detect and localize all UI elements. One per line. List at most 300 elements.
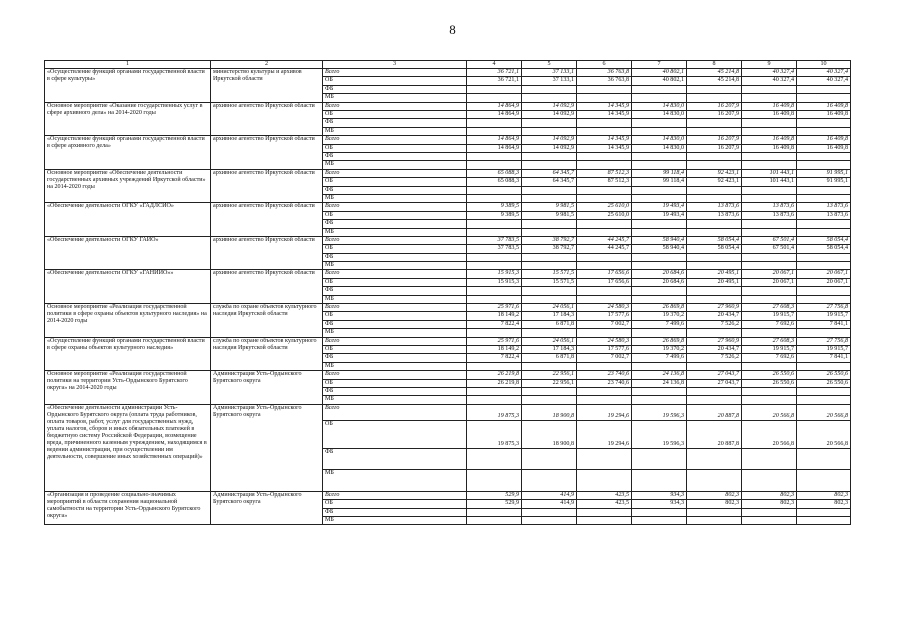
amount-cell: 13 873,6	[687, 203, 742, 211]
amount-cell: 67 501,4	[742, 236, 797, 244]
amount-cell	[687, 161, 742, 169]
amount-cell: 16 409,8	[797, 144, 851, 152]
funding-source: МБ	[323, 228, 467, 236]
amount-cell	[577, 186, 632, 194]
amount-cell: 16 207,9	[687, 111, 742, 119]
amount-cell: 17 184,3	[522, 345, 577, 353]
amount-cell	[577, 228, 632, 236]
amount-cell: 16 207,9	[687, 136, 742, 144]
funding-source: Всего	[323, 102, 467, 110]
amount-cell: 24 580,3	[577, 304, 632, 312]
amount-cell: 87 512,3	[577, 169, 632, 177]
amount-cell	[687, 387, 742, 395]
amount-cell: 802,3	[797, 500, 851, 508]
amount-cell: 7 822,4	[467, 354, 522, 362]
funding-source: МБ	[323, 329, 467, 337]
amount-cell: 14 830,0	[632, 144, 687, 152]
amount-cell: 27 756,8	[797, 337, 851, 345]
amount-cell: 14 345,9	[577, 136, 632, 144]
amount-cell	[797, 396, 851, 404]
amount-cell	[632, 387, 687, 395]
table-row	[45, 69, 851, 77]
amount-cell	[742, 161, 797, 169]
responsible-executor: Администрация Усть-Ордынского Бурятского округа	[211, 491, 323, 525]
funding-source: ФБ	[323, 153, 467, 161]
amount-cell: 27 756,8	[797, 304, 851, 312]
amount-cell	[577, 85, 632, 93]
amount-cell	[687, 186, 742, 194]
amount-cell: 40 327,4	[742, 77, 797, 85]
amount-cell	[467, 85, 522, 93]
event-description: «Осуществление функций органами государственной власти в сфере архивного дела»	[45, 136, 211, 170]
amount-cell	[577, 287, 632, 295]
amount-cell: 20 684,6	[632, 278, 687, 286]
amount-cell	[797, 262, 851, 270]
funding-source: Всего	[323, 270, 467, 278]
event-description: «Осуществление функций органами государственной власти в сфере охраны объектов культурного наследия»	[45, 337, 211, 371]
amount-cell	[522, 262, 577, 270]
responsible-executor: архивное агентство Иркутской области	[211, 236, 323, 270]
column-header: 1	[45, 61, 211, 69]
amount-cell: 26 550,6	[797, 371, 851, 379]
amount-cell	[687, 153, 742, 161]
amount-cell	[467, 228, 522, 236]
amount-cell: 13 873,6	[797, 211, 851, 219]
amount-cell	[467, 161, 522, 169]
amount-cell: 27 960,9	[687, 337, 742, 345]
amount-cell	[467, 220, 522, 228]
amount-cell	[577, 329, 632, 337]
amount-cell: 13 873,6	[797, 203, 851, 211]
amount-cell: 19 596,3	[632, 420, 687, 448]
amount-cell	[632, 253, 687, 261]
amount-cell: 19 370,2	[632, 312, 687, 320]
funding-source: МБ	[323, 262, 467, 270]
amount-cell: 13 873,6	[687, 211, 742, 219]
funding-source: Всего	[323, 491, 467, 499]
amount-cell	[467, 329, 522, 337]
amount-cell: 19 370,2	[632, 345, 687, 353]
amount-cell: 92 423,1	[687, 169, 742, 177]
amount-cell: 65 088,3	[467, 169, 522, 177]
table-row	[45, 491, 851, 499]
funding-source: МБ	[323, 362, 467, 370]
funding-source: Всего	[323, 371, 467, 379]
amount-cell	[742, 508, 797, 516]
amount-cell: 18 900,8	[522, 420, 577, 448]
amount-cell: 19 875,3	[467, 420, 522, 448]
amount-cell	[742, 329, 797, 337]
amount-cell: 27 608,3	[742, 337, 797, 345]
table-row	[45, 270, 851, 278]
amount-cell: 17 577,6	[577, 345, 632, 353]
amount-cell	[577, 469, 632, 491]
amount-cell	[797, 94, 851, 102]
amount-cell: 7 002,7	[577, 320, 632, 328]
amount-cell: 16 409,8	[742, 144, 797, 152]
table-row	[45, 404, 851, 420]
amount-cell: 23 740,6	[577, 379, 632, 387]
amount-cell: 25 610,0	[577, 203, 632, 211]
amount-cell	[742, 220, 797, 228]
amount-cell	[687, 448, 742, 469]
amount-cell: 101 443,1	[742, 169, 797, 177]
amount-cell: 18 149,2	[467, 345, 522, 353]
funding-source: Всего	[323, 304, 467, 312]
funding-source: МБ	[323, 127, 467, 135]
amount-cell: 18 149,2	[467, 312, 522, 320]
amount-cell	[687, 262, 742, 270]
amount-cell	[797, 228, 851, 236]
amount-cell: 13 873,6	[742, 203, 797, 211]
amount-cell	[742, 287, 797, 295]
column-header: 3	[323, 61, 467, 69]
funding-source: ФБ	[323, 448, 467, 469]
amount-cell	[687, 362, 742, 370]
amount-cell	[797, 516, 851, 524]
amount-cell: 15 571,5	[522, 270, 577, 278]
amount-cell	[687, 94, 742, 102]
funding-source: Всего	[323, 169, 467, 177]
amount-cell: 65 088,3	[467, 178, 522, 186]
amount-cell: 16 207,9	[687, 144, 742, 152]
amount-cell: 802,3	[687, 491, 742, 499]
amount-cell: 26 869,8	[632, 337, 687, 345]
amount-cell: 14 830,0	[632, 136, 687, 144]
event-description: «Обеспечение деятельности ОГКУ «ГАНИИО»»	[45, 270, 211, 304]
amount-cell	[577, 396, 632, 404]
amount-cell: 17 577,6	[577, 312, 632, 320]
amount-cell	[522, 85, 577, 93]
amount-cell: 19 915,7	[797, 345, 851, 353]
amount-cell: 16 409,8	[742, 111, 797, 119]
amount-cell	[577, 295, 632, 303]
column-header: 6	[577, 61, 632, 69]
amount-cell	[687, 253, 742, 261]
amount-cell: 17 656,6	[577, 278, 632, 286]
amount-cell	[632, 362, 687, 370]
amount-cell	[467, 127, 522, 135]
amount-cell	[742, 228, 797, 236]
amount-cell	[742, 469, 797, 491]
amount-cell	[632, 194, 687, 202]
amount-cell: 14 092,9	[522, 144, 577, 152]
column-header: 2	[211, 61, 323, 69]
amount-cell: 20 684,6	[632, 270, 687, 278]
amount-cell: 40 802,1	[632, 77, 687, 85]
amount-cell: 26 550,6	[797, 379, 851, 387]
event-description: Основное мероприятие «Обеспечение деятельности государственных архивных учреждений Иркутской области» на 2014-2020 годы	[45, 169, 211, 203]
amount-cell: 24 056,1	[522, 337, 577, 345]
amount-cell	[467, 295, 522, 303]
amount-cell: 20 566,8	[797, 420, 851, 448]
amount-cell	[797, 253, 851, 261]
amount-cell: 40 327,4	[797, 77, 851, 85]
event-description: Основное мероприятие «Реализация государственной политики в сфере охраны объектов культурного наследия» на 2014-2020 годы	[45, 304, 211, 338]
amount-cell: 16 409,8	[742, 136, 797, 144]
amount-cell	[467, 94, 522, 102]
amount-cell: 802,3	[687, 500, 742, 508]
budget-table	[44, 60, 851, 525]
table-row	[45, 102, 851, 110]
table-row	[45, 136, 851, 144]
amount-cell: 20 566,8	[742, 420, 797, 448]
amount-cell	[742, 253, 797, 261]
amount-cell	[467, 153, 522, 161]
amount-cell: 26 550,6	[742, 379, 797, 387]
amount-cell: 414,9	[522, 500, 577, 508]
amount-cell	[632, 127, 687, 135]
amount-cell	[797, 220, 851, 228]
amount-cell	[687, 508, 742, 516]
amount-cell: 7 822,4	[467, 320, 522, 328]
amount-cell	[797, 194, 851, 202]
table-row	[45, 169, 851, 177]
amount-cell	[522, 161, 577, 169]
amount-cell	[577, 94, 632, 102]
amount-cell: 7 526,2	[687, 320, 742, 328]
funding-source: Всего	[323, 203, 467, 211]
amount-cell	[522, 194, 577, 202]
amount-cell	[522, 94, 577, 102]
amount-cell: 18 900,8	[522, 404, 577, 420]
amount-cell	[577, 119, 632, 127]
amount-cell: 529,9	[467, 500, 522, 508]
amount-cell: 37 133,1	[522, 77, 577, 85]
funding-source: ФБ	[323, 220, 467, 228]
amount-cell	[632, 85, 687, 93]
amount-cell: 15 915,3	[467, 270, 522, 278]
funding-source: ФБ	[323, 287, 467, 295]
amount-cell	[632, 153, 687, 161]
amount-cell	[687, 127, 742, 135]
amount-cell	[632, 329, 687, 337]
amount-cell: 19 294,6	[577, 404, 632, 420]
amount-cell: 38 792,7	[522, 236, 577, 244]
amount-cell: 19 915,7	[742, 345, 797, 353]
amount-cell	[467, 253, 522, 261]
amount-cell	[742, 396, 797, 404]
column-header: 5	[522, 61, 577, 69]
event-description: «Обеспечение деятельности администрации Усть-Ордынского Бурятского округа (оплата труда работников, оплата товаров, работ, услуг для государственных нужд, уплата налогов, сборов и иных обязательных платежей в бюджетную систему Российской Федерации, возмещение вреда, причиненного казенным учреждением, находящимся в ведении администрации, при осуществлении им деятельности, совершение иных хозяйственных операций)»	[45, 404, 211, 491]
amount-cell: 9 981,5	[522, 203, 577, 211]
funding-source: ОБ	[323, 312, 467, 320]
amount-cell: 19 875,3	[467, 404, 522, 420]
funding-source: ФБ	[323, 119, 467, 127]
funding-source: МБ	[323, 396, 467, 404]
amount-cell	[797, 127, 851, 135]
amount-cell: 25 971,6	[467, 337, 522, 345]
funding-source: ФБ	[323, 253, 467, 261]
column-header: 8	[687, 61, 742, 69]
amount-cell	[577, 387, 632, 395]
amount-cell	[797, 387, 851, 395]
amount-cell	[467, 186, 522, 194]
amount-cell: 36 763,8	[577, 77, 632, 85]
amount-cell: 19 294,6	[577, 420, 632, 448]
funding-source: Всего	[323, 136, 467, 144]
amount-cell: 27 043,7	[687, 379, 742, 387]
amount-cell: 40 327,4	[742, 69, 797, 77]
funding-source: ОБ	[323, 144, 467, 152]
funding-source: ОБ	[323, 77, 467, 85]
amount-cell	[467, 262, 522, 270]
amount-cell: 423,5	[577, 491, 632, 499]
amount-cell: 22 956,1	[522, 371, 577, 379]
amount-cell: 529,9	[467, 491, 522, 499]
amount-cell	[577, 127, 632, 135]
responsible-executor: архивное агентство Иркутской области	[211, 102, 323, 136]
amount-cell	[742, 387, 797, 395]
amount-cell	[577, 253, 632, 261]
amount-cell	[687, 287, 742, 295]
column-header: 4	[467, 61, 522, 69]
amount-cell: 802,3	[742, 500, 797, 508]
amount-cell: 36 721,1	[467, 77, 522, 85]
amount-cell: 7 692,6	[742, 354, 797, 362]
amount-cell: 6 871,8	[522, 354, 577, 362]
amount-cell	[522, 220, 577, 228]
responsible-executor: архивное агентство Иркутской области	[211, 203, 323, 237]
amount-cell: 58 940,4	[632, 236, 687, 244]
amount-cell: 92 423,1	[687, 178, 742, 186]
amount-cell: 6 871,8	[522, 320, 577, 328]
amount-cell	[797, 153, 851, 161]
responsible-executor: архивное агентство Иркутской области	[211, 169, 323, 203]
event-description: «Осуществление функций органами государственной власти в сфере культуры»	[45, 69, 211, 103]
amount-cell	[687, 220, 742, 228]
funding-source: ОБ	[323, 111, 467, 119]
amount-cell	[632, 228, 687, 236]
amount-cell	[522, 508, 577, 516]
funding-source: ОБ	[323, 211, 467, 219]
amount-cell: 20 566,8	[742, 404, 797, 420]
amount-cell	[522, 396, 577, 404]
amount-cell	[742, 94, 797, 102]
amount-cell	[687, 295, 742, 303]
column-header: 10	[797, 61, 851, 69]
amount-cell	[577, 516, 632, 524]
amount-cell	[797, 448, 851, 469]
funding-source: ФБ	[323, 354, 467, 362]
amount-cell	[742, 119, 797, 127]
amount-cell: 414,9	[522, 491, 577, 499]
amount-cell	[742, 127, 797, 135]
funding-source: ОБ	[323, 500, 467, 508]
responsible-executor: служба по охране объектов культурного наследия Иркутской области	[211, 337, 323, 371]
amount-cell	[687, 85, 742, 93]
amount-cell: 40 327,4	[797, 69, 851, 77]
amount-cell: 27 960,9	[687, 304, 742, 312]
funding-source: ФБ	[323, 508, 467, 516]
amount-cell: 9 389,5	[467, 211, 522, 219]
amount-cell	[797, 469, 851, 491]
amount-cell	[797, 287, 851, 295]
amount-cell: 91 995,1	[797, 169, 851, 177]
responsible-executor: Администрация Усть-Ордынского Бурятского округа	[211, 371, 323, 405]
amount-cell	[467, 508, 522, 516]
amount-cell	[522, 287, 577, 295]
amount-cell	[522, 295, 577, 303]
amount-cell: 7 526,2	[687, 354, 742, 362]
amount-cell: 24 056,1	[522, 304, 577, 312]
amount-cell: 14 830,0	[632, 111, 687, 119]
amount-cell: 423,5	[577, 500, 632, 508]
amount-cell	[522, 253, 577, 261]
amount-cell: 16 207,9	[687, 102, 742, 110]
amount-cell: 26 219,8	[467, 371, 522, 379]
funding-source: Всего	[323, 69, 467, 77]
amount-cell: 44 245,7	[577, 245, 632, 253]
funding-source: ОБ	[323, 420, 467, 448]
amount-cell: 9 981,5	[522, 211, 577, 219]
amount-cell	[632, 161, 687, 169]
amount-cell	[742, 362, 797, 370]
amount-cell	[797, 362, 851, 370]
amount-cell: 14 092,9	[522, 111, 577, 119]
amount-cell: 20 434,7	[687, 345, 742, 353]
amount-cell: 58 940,4	[632, 245, 687, 253]
event-description: Основное мероприятие «Оказание государственных услуг в сфере архивного дела» на 2014-2020 годы	[45, 102, 211, 136]
responsible-executor: министерство культуры и архивов Иркутской области	[211, 69, 323, 103]
amount-cell: 14 345,9	[577, 144, 632, 152]
amount-cell: 87 512,3	[577, 178, 632, 186]
event-description: Основное мероприятие «Реализация государственной политики на территории Усть-Ордынского Бурятского округа» на 2014-2020 годы	[45, 371, 211, 405]
amount-cell	[467, 119, 522, 127]
amount-cell: 44 245,7	[577, 236, 632, 244]
funding-source: ФБ	[323, 186, 467, 194]
amount-cell: 25 971,6	[467, 304, 522, 312]
amount-cell	[687, 516, 742, 524]
amount-cell: 14 345,9	[577, 111, 632, 119]
amount-cell	[687, 329, 742, 337]
amount-cell: 45 214,8	[687, 69, 742, 77]
amount-cell	[467, 362, 522, 370]
amount-cell	[467, 448, 522, 469]
amount-cell: 19 493,4	[632, 211, 687, 219]
amount-cell: 16 409,8	[797, 102, 851, 110]
amount-cell	[797, 85, 851, 93]
amount-cell	[632, 262, 687, 270]
amount-cell: 20 566,8	[797, 404, 851, 420]
amount-cell: 24 136,8	[632, 371, 687, 379]
amount-cell: 27 608,3	[742, 304, 797, 312]
funding-source: Всего	[323, 236, 467, 244]
amount-cell: 91 995,1	[797, 178, 851, 186]
amount-cell	[577, 194, 632, 202]
amount-cell	[797, 508, 851, 516]
amount-cell	[577, 220, 632, 228]
amount-cell: 7 692,6	[742, 320, 797, 328]
amount-cell	[522, 387, 577, 395]
table-row	[45, 203, 851, 211]
amount-cell	[632, 448, 687, 469]
amount-cell: 99 118,4	[632, 178, 687, 186]
amount-cell	[742, 153, 797, 161]
amount-cell: 9 389,5	[467, 203, 522, 211]
amount-cell	[467, 194, 522, 202]
amount-cell	[467, 287, 522, 295]
amount-cell: 64 345,7	[522, 169, 577, 177]
amount-cell: 38 792,7	[522, 245, 577, 253]
amount-cell	[742, 295, 797, 303]
amount-cell	[632, 295, 687, 303]
amount-cell: 20 887,8	[687, 420, 742, 448]
amount-cell: 19 915,7	[742, 312, 797, 320]
amount-cell	[797, 119, 851, 127]
amount-cell: 14 092,9	[522, 102, 577, 110]
amount-cell: 802,3	[797, 491, 851, 499]
